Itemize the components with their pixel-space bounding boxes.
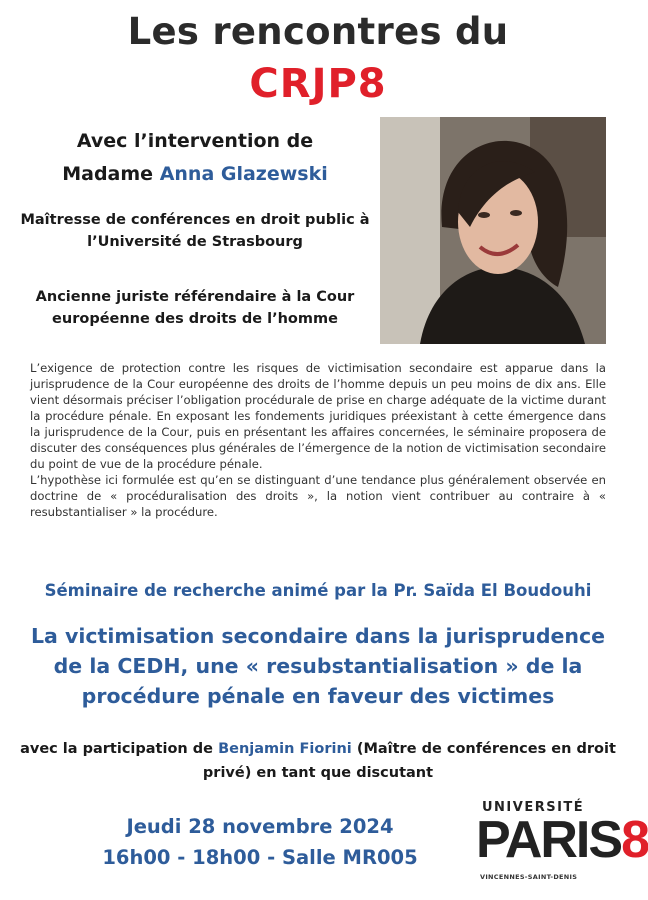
intro-prefix: Avec l’intervention de: [76, 130, 314, 152]
logo-digit: 8: [621, 811, 648, 869]
speaker-name-line: [20, 158, 370, 191]
discussant-name: Benjamin Fiorini: [218, 741, 352, 757]
participation-suffix: (Maître de conférences en droit privé) en tant que discutant: [202, 741, 616, 781]
speaker-role-1: Maîtresse de conférences en droit public à l’Université de Strasbourg: [20, 212, 370, 250]
speaker-photo: [380, 117, 606, 344]
crjp8-logo: CRJP8: [249, 61, 387, 107]
event-time-place: 16h00 - 18h00 - Salle MR005: [102, 846, 418, 869]
participation: [20, 737, 616, 785]
seminar-line: Séminaire de recherche animé par la Pr. Saïda El Boudouhi: [44, 581, 592, 600]
abstract-paragraph-1: L’exigence de protection contre les risques de victimisation secondaire est apparue dans la jurisprudence de la Cour européenne des droits de l’homme depuis un peu moins de dix ans. Elle vient désormais préciser l’obligation procédurale de prise en charge adéquate de la victime durant la procédure pénale. En exposant les fondements juridiques préexistant à cette émergence dans la jurisprudence de la Cour, puis en présentant les affaires concernées, le séminaire proposera de discuter des conséquences plus générales de l’émergence de la notion de victimisation secondaire du point de vue de la procédure pénale.: [30, 361, 606, 471]
speaker-name: Anna Glazewski: [159, 163, 328, 185]
event-date: Jeudi 28 novembre 2024: [126, 815, 394, 838]
speaker-intro: [20, 125, 370, 191]
event-datetime: [80, 811, 440, 873]
logo-universite: UNIVERSITÉ: [482, 800, 585, 815]
logo-vincennes: VINCENNES-SAINT-DENIS: [480, 873, 578, 881]
abstract: [30, 360, 606, 520]
talk-title: La victimisation secondaire dans la jurisprudence de la CEDH, une « resubstantialisation » de la procédure pénale en faveur des victimes: [30, 624, 606, 708]
university-paris8-logo: [472, 800, 648, 895]
abstract-paragraph-2: L’hypothèse ici formulée est qu’en se distinguant d’une tendance plus généralement observée en doctrine de « procéduralisation des droits », la notion vient contribuer au contraire à « resubstantialiser » la procédure.: [30, 473, 606, 519]
participation-prefix: avec la participation de: [20, 741, 214, 757]
logo-paris8: [476, 810, 648, 870]
logo-paris: PARIS: [476, 811, 622, 869]
speaker-honorific: Madame: [62, 163, 154, 185]
speaker-role-2: Ancienne juriste référendaire à la Cour européenne des droits de l’homme: [35, 289, 355, 327]
event-series-title: Les rencontres du: [127, 10, 509, 53]
